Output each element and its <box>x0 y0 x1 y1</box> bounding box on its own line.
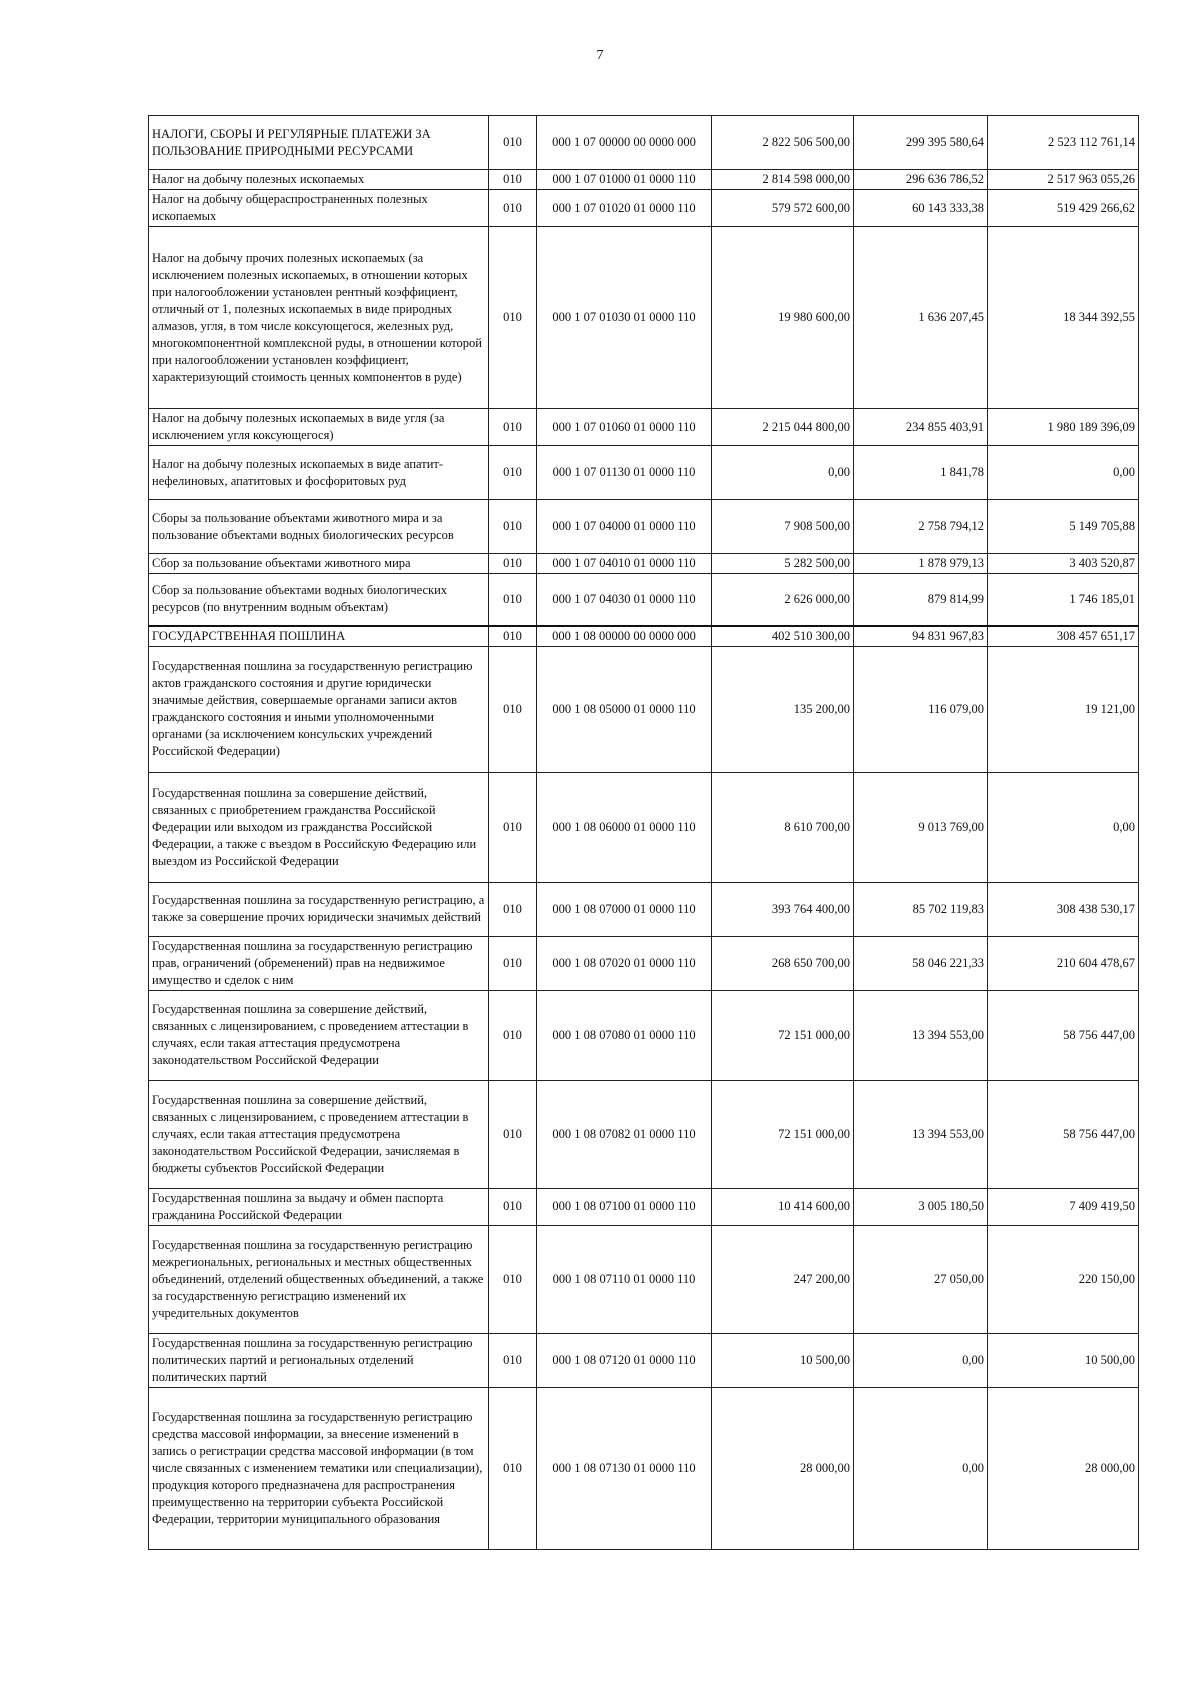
row-executed: 13 394 553,00 <box>854 1080 988 1188</box>
row-approved: 2 814 598 000,00 <box>712 170 854 190</box>
row-unexecuted: 308 457 651,17 <box>988 626 1139 647</box>
row-approved: 10 414 600,00 <box>712 1188 854 1225</box>
row-admin-code: 010 <box>489 936 537 990</box>
row-approved: 402 510 300,00 <box>712 626 854 647</box>
row-classification-code: 000 1 07 01030 01 0000 110 <box>537 227 712 409</box>
table-row <box>149 1188 1139 1225</box>
row-name: Налог на добычу полезных ископаемых в виде угля (за исключением угля коксующегося) <box>149 409 489 446</box>
table-row <box>149 170 1139 190</box>
table-row <box>149 1333 1139 1387</box>
row-unexecuted: 58 756 447,00 <box>988 1080 1139 1188</box>
table-row <box>149 1080 1139 1188</box>
table-row <box>149 772 1139 882</box>
row-admin-code: 010 <box>489 646 537 772</box>
table-row <box>149 190 1139 227</box>
row-name: Государственная пошлина за государственную регистрацию средства массовой информации, за внесение изменений в запись о регистрации средства массовой информации (в том числе связанных с изменением тематики или специализации), продукция которого предназначена для распространения преимущественно на территории субъекта Российской Федерации, территории муниципального образования <box>149 1387 489 1549</box>
table-row <box>149 646 1139 772</box>
row-name: Сбор за пользование объектами водных биологических ресурсов (по внутренним водным объектам) <box>149 574 489 626</box>
row-classification-code: 000 1 07 01000 01 0000 110 <box>537 170 712 190</box>
row-classification-code: 000 1 08 07000 01 0000 110 <box>537 882 712 936</box>
row-unexecuted: 1 746 185,01 <box>988 574 1139 626</box>
row-classification-code: 000 1 07 01060 01 0000 110 <box>537 409 712 446</box>
row-approved: 19 980 600,00 <box>712 227 854 409</box>
row-classification-code: 000 1 08 07020 01 0000 110 <box>537 936 712 990</box>
row-admin-code: 010 <box>489 882 537 936</box>
row-classification-code: 000 1 08 07110 01 0000 110 <box>537 1225 712 1333</box>
row-approved: 247 200,00 <box>712 1225 854 1333</box>
row-admin-code: 010 <box>489 1333 537 1387</box>
row-classification-code: 000 1 07 04010 01 0000 110 <box>537 554 712 574</box>
row-executed: 58 046 221,33 <box>854 936 988 990</box>
row-executed: 9 013 769,00 <box>854 772 988 882</box>
row-executed: 0,00 <box>854 1333 988 1387</box>
row-classification-code: 000 1 07 04000 01 0000 110 <box>537 500 712 554</box>
row-name: Государственная пошлина за совершение действий, связанных с приобретением гражданства Российской Федерации или выходом из гражданства Российской Федерации, а также с въездом в Российскую Федерацию или выездом из Российской Федерации <box>149 772 489 882</box>
row-unexecuted: 308 438 530,17 <box>988 882 1139 936</box>
row-executed: 234 855 403,91 <box>854 409 988 446</box>
row-name: Государственная пошлина за государственную регистрацию, а также за совершение прочих юридически значимых действий <box>149 882 489 936</box>
row-approved: 72 151 000,00 <box>712 990 854 1080</box>
row-name: Государственная пошлина за государственную регистрацию межрегиональных, региональных и местных общественных объединений, отделений общественных объединений, а также за государственную регистрацию изменений их учредительных документов <box>149 1225 489 1333</box>
budget-revenue-table <box>148 115 1139 1550</box>
table-row <box>149 554 1139 574</box>
row-name: НАЛОГИ, СБОРЫ И РЕГУЛЯРНЫЕ ПЛАТЕЖИ ЗА ПОЛЬЗОВАНИЕ ПРИРОДНЫМИ РЕСУРСАМИ <box>149 116 489 170</box>
row-unexecuted: 210 604 478,67 <box>988 936 1139 990</box>
row-unexecuted: 58 756 447,00 <box>988 990 1139 1080</box>
row-executed: 60 143 333,38 <box>854 190 988 227</box>
row-unexecuted: 7 409 419,50 <box>988 1188 1139 1225</box>
row-classification-code: 000 1 08 00000 00 0000 000 <box>537 626 712 647</box>
table-row <box>149 446 1139 500</box>
row-approved: 10 500,00 <box>712 1333 854 1387</box>
row-unexecuted: 3 403 520,87 <box>988 554 1139 574</box>
page-number: 7 <box>596 48 604 63</box>
row-classification-code: 000 1 08 07130 01 0000 110 <box>537 1387 712 1549</box>
row-approved: 28 000,00 <box>712 1387 854 1549</box>
row-executed: 1 841,78 <box>854 446 988 500</box>
row-classification-code: 000 1 07 01130 01 0000 110 <box>537 446 712 500</box>
row-executed: 27 050,00 <box>854 1225 988 1333</box>
row-admin-code: 010 <box>489 116 537 170</box>
table-row <box>149 574 1139 626</box>
row-admin-code: 010 <box>489 409 537 446</box>
row-unexecuted: 18 344 392,55 <box>988 227 1139 409</box>
row-admin-code: 010 <box>489 574 537 626</box>
row-name: Государственная пошлина за совершение действий, связанных с лицензированием, с проведением аттестации в случаях, если такая аттестация предусмотрена законодательством Российской Федерации <box>149 990 489 1080</box>
row-executed: 13 394 553,00 <box>854 990 988 1080</box>
row-approved: 2 215 044 800,00 <box>712 409 854 446</box>
row-approved: 2 626 000,00 <box>712 574 854 626</box>
row-admin-code: 010 <box>489 1225 537 1333</box>
row-approved: 579 572 600,00 <box>712 190 854 227</box>
row-name: Государственная пошлина за государственную регистрацию политических партий и региональных отделений политических партий <box>149 1333 489 1387</box>
row-unexecuted: 2 523 112 761,14 <box>988 116 1139 170</box>
row-admin-code: 010 <box>489 500 537 554</box>
row-admin-code: 010 <box>489 990 537 1080</box>
row-executed: 299 395 580,64 <box>854 116 988 170</box>
row-unexecuted: 519 429 266,62 <box>988 190 1139 227</box>
row-approved: 5 282 500,00 <box>712 554 854 574</box>
row-admin-code: 010 <box>489 170 537 190</box>
row-approved: 268 650 700,00 <box>712 936 854 990</box>
row-unexecuted: 2 517 963 055,26 <box>988 170 1139 190</box>
row-name: Государственная пошлина за совершение действий, связанных с лицензированием, с проведением аттестации в случаях, если такая аттестация предусмотрена законодательством Российской Федерации, зачисляемая в бюджеты субъектов Российской Федерации <box>149 1080 489 1188</box>
table-row <box>149 626 1139 647</box>
row-approved: 7 908 500,00 <box>712 500 854 554</box>
row-executed: 3 005 180,50 <box>854 1188 988 1225</box>
row-name: Государственная пошлина за государственную регистрацию прав, ограничений (обременений) прав на недвижимое имущество и сделок с ним <box>149 936 489 990</box>
row-approved: 135 200,00 <box>712 646 854 772</box>
table-row <box>149 409 1139 446</box>
row-unexecuted: 28 000,00 <box>988 1387 1139 1549</box>
table-row <box>149 990 1139 1080</box>
row-approved: 2 822 506 500,00 <box>712 116 854 170</box>
row-classification-code: 000 1 08 07100 01 0000 110 <box>537 1188 712 1225</box>
table-row <box>149 1387 1139 1549</box>
row-name: Налог на добычу прочих полезных ископаемых (за исключением полезных ископаемых, в отношении которых при налогообложении установлен рентный коэффициент, отличный от 1, полезных ископаемых в виде природных алмазов, угля, в том числе коксующегося, железных руд, многокомпонентной комплексной руды, в отношении которой при налогообложении установлен коэффициент, характеризующий стоимость ценных компонентов в руде) <box>149 227 489 409</box>
row-executed: 85 702 119,83 <box>854 882 988 936</box>
row-executed: 296 636 786,52 <box>854 170 988 190</box>
row-admin-code: 010 <box>489 1080 537 1188</box>
row-name: Сбор за пользование объектами животного мира <box>149 554 489 574</box>
row-classification-code: 000 1 08 06000 01 0000 110 <box>537 772 712 882</box>
row-admin-code: 010 <box>489 1188 537 1225</box>
row-classification-code: 000 1 08 07080 01 0000 110 <box>537 990 712 1080</box>
row-classification-code: 000 1 07 04030 01 0000 110 <box>537 574 712 626</box>
row-admin-code: 010 <box>489 1387 537 1549</box>
row-name: Налог на добычу общераспространенных полезных ископаемых <box>149 190 489 227</box>
row-unexecuted: 10 500,00 <box>988 1333 1139 1387</box>
row-admin-code: 010 <box>489 446 537 500</box>
table-row <box>149 116 1139 170</box>
row-classification-code: 000 1 07 01020 01 0000 110 <box>537 190 712 227</box>
table-row <box>149 1225 1139 1333</box>
row-admin-code: 010 <box>489 554 537 574</box>
row-classification-code: 000 1 08 07082 01 0000 110 <box>537 1080 712 1188</box>
row-name: Налог на добычу полезных ископаемых в виде апатит-нефелиновых, апатитовых и фосфоритовых руд <box>149 446 489 500</box>
row-executed: 1 636 207,45 <box>854 227 988 409</box>
row-executed: 1 878 979,13 <box>854 554 988 574</box>
row-admin-code: 010 <box>489 626 537 647</box>
row-admin-code: 010 <box>489 227 537 409</box>
row-unexecuted: 1 980 189 396,09 <box>988 409 1139 446</box>
row-executed: 94 831 967,83 <box>854 626 988 647</box>
row-name: Государственная пошлина за выдачу и обмен паспорта гражданина Российской Федерации <box>149 1188 489 1225</box>
table-row <box>149 936 1139 990</box>
table-row <box>149 882 1139 936</box>
row-name: Сборы за пользование объектами животного мира и за пользование объектами водных биологических ресурсов <box>149 500 489 554</box>
row-unexecuted: 0,00 <box>988 772 1139 882</box>
row-approved: 72 151 000,00 <box>712 1080 854 1188</box>
row-executed: 116 079,00 <box>854 646 988 772</box>
row-unexecuted: 19 121,00 <box>988 646 1139 772</box>
row-unexecuted: 220 150,00 <box>988 1225 1139 1333</box>
row-name: Государственная пошлина за государственную регистрацию актов гражданского состояния и другие юридически значимые действия, совершаемые органами записи актов гражданского состояния и иными уполномоченными органами (за исключением консульских учреждений Российской Федерации) <box>149 646 489 772</box>
row-unexecuted: 5 149 705,88 <box>988 500 1139 554</box>
row-name: Налог на добычу полезных ископаемых <box>149 170 489 190</box>
row-classification-code: 000 1 08 05000 01 0000 110 <box>537 646 712 772</box>
row-executed: 879 814,99 <box>854 574 988 626</box>
row-executed: 0,00 <box>854 1387 988 1549</box>
row-name: ГОСУДАРСТВЕННАЯ ПОШЛИНА <box>149 626 489 647</box>
row-approved: 393 764 400,00 <box>712 882 854 936</box>
row-admin-code: 010 <box>489 772 537 882</box>
row-approved: 0,00 <box>712 446 854 500</box>
row-executed: 2 758 794,12 <box>854 500 988 554</box>
row-admin-code: 010 <box>489 190 537 227</box>
row-classification-code: 000 1 07 00000 00 0000 000 <box>537 116 712 170</box>
row-approved: 8 610 700,00 <box>712 772 854 882</box>
table-row <box>149 227 1139 409</box>
row-classification-code: 000 1 08 07120 01 0000 110 <box>537 1333 712 1387</box>
row-unexecuted: 0,00 <box>988 446 1139 500</box>
table-row <box>149 500 1139 554</box>
